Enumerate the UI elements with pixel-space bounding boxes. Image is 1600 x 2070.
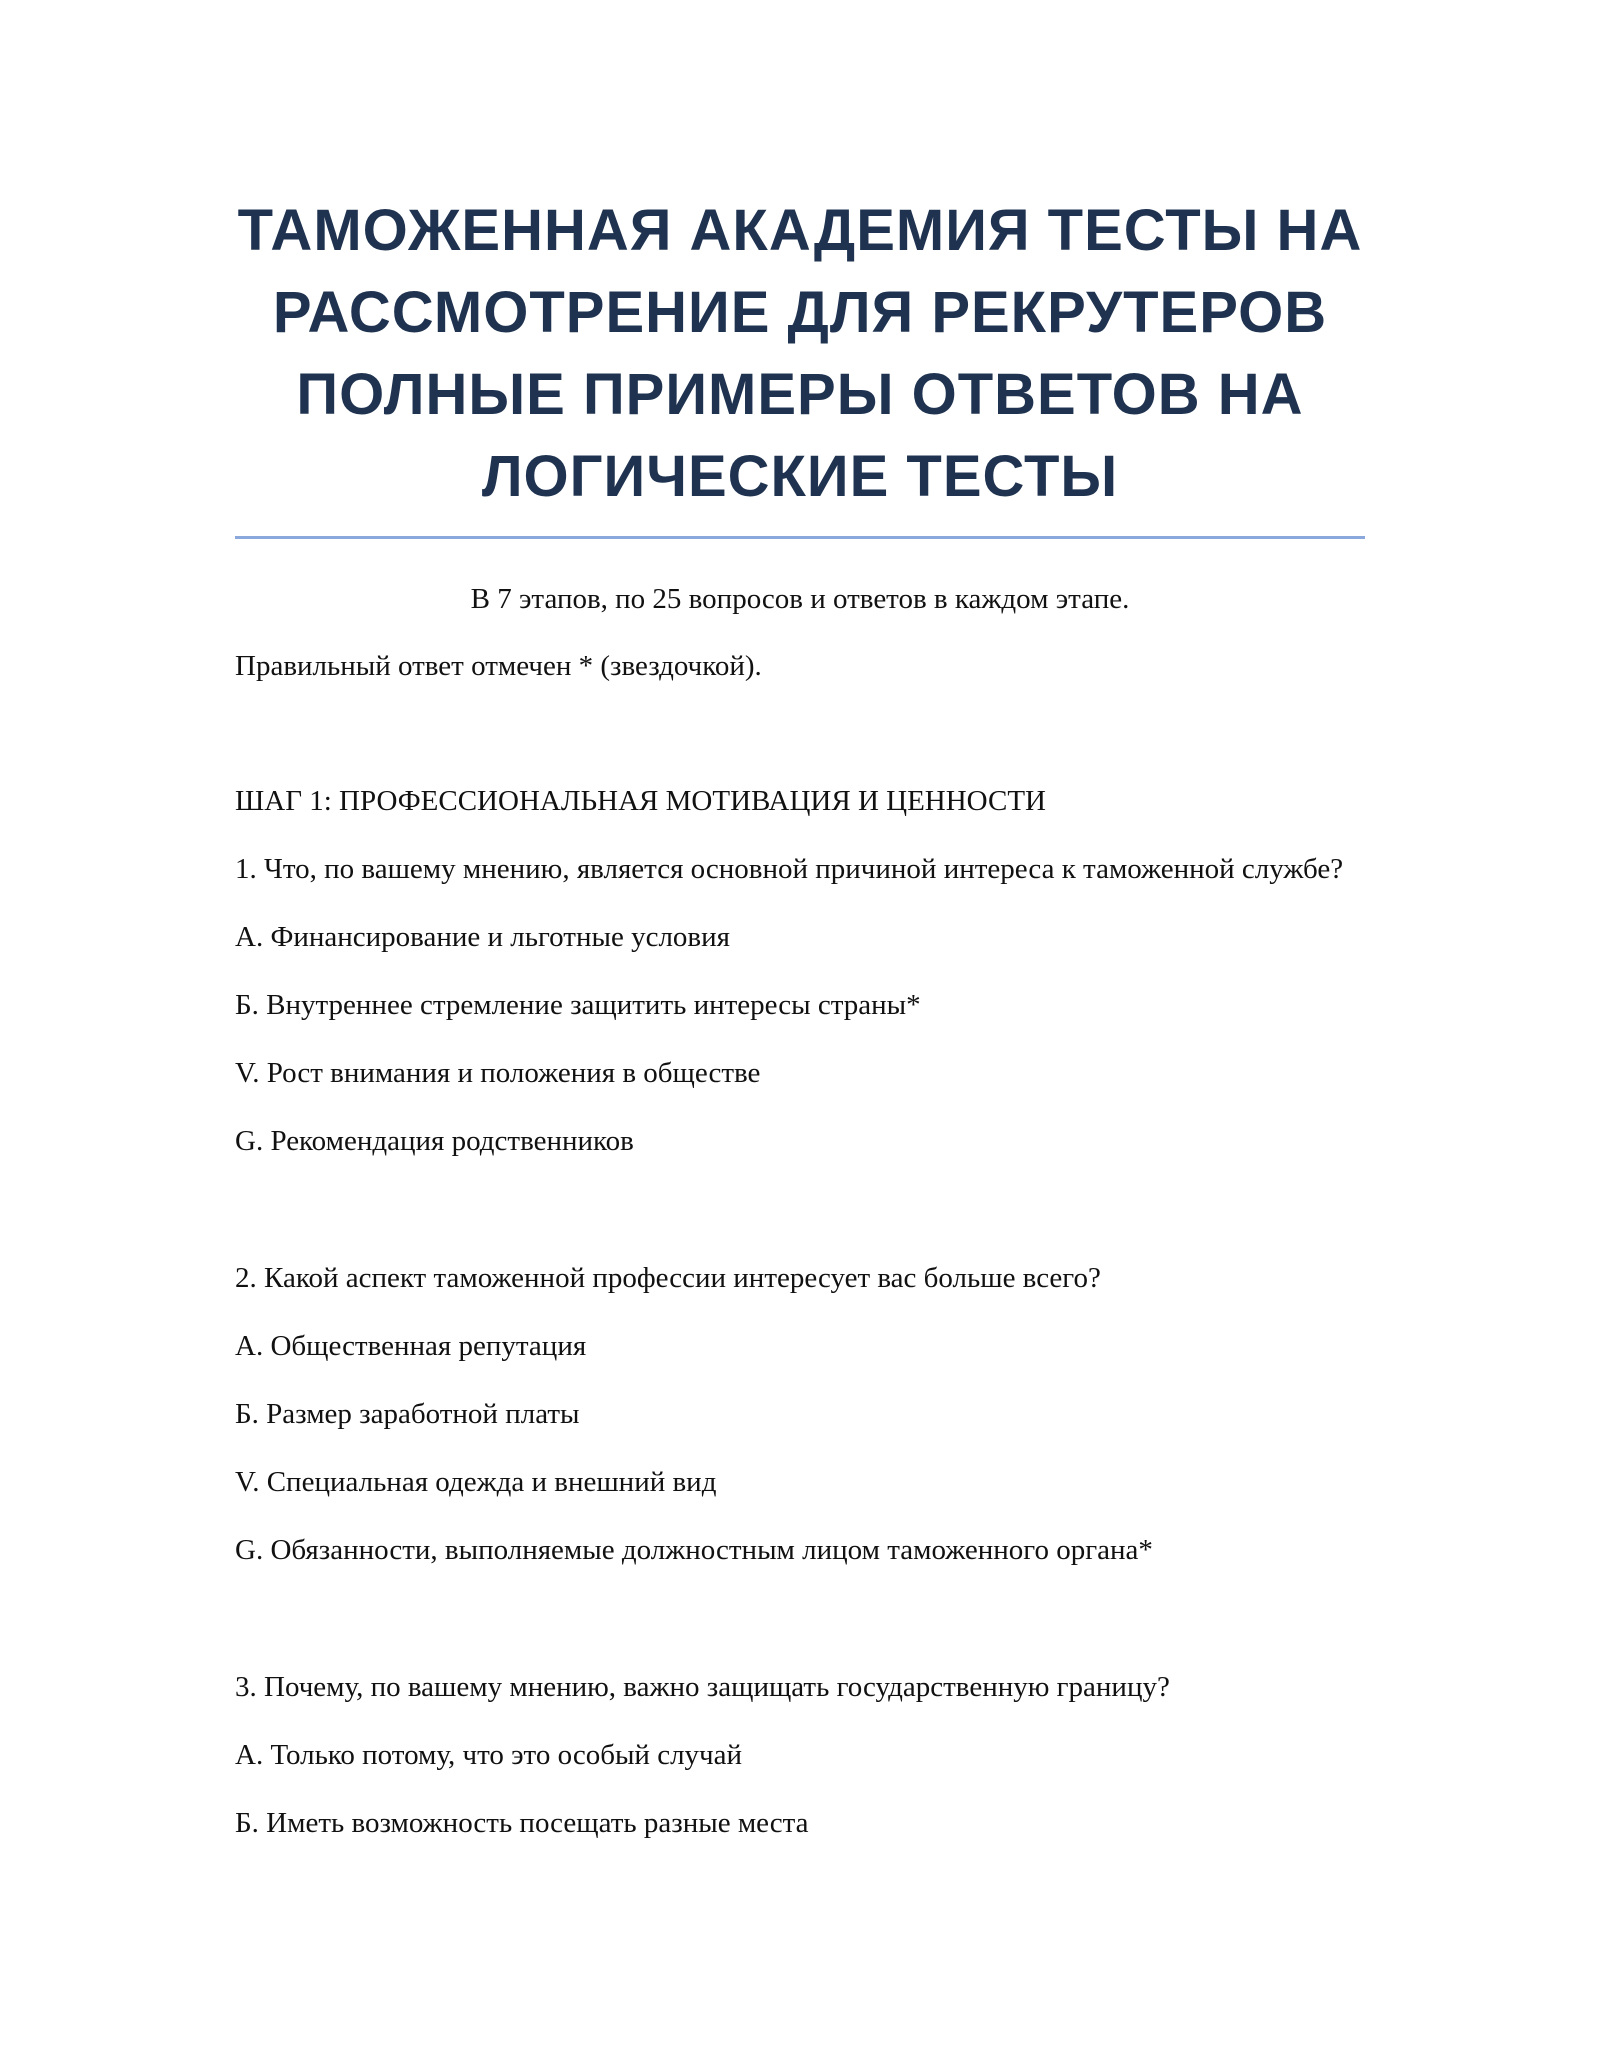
question-2-option-g: G. Обязанности, выполняемые должностным лицом таможенного органа*: [235, 1534, 1153, 1566]
question-2-option-a: А. Общественная репутация: [235, 1330, 587, 1362]
answer-note: Правильный ответ отмечен * (звездочкой).: [235, 650, 762, 682]
question-3-option-a: А. Только потому, что это особый случай: [235, 1739, 743, 1771]
question-1-option-a: А. Финансирование и льготные условия: [235, 921, 730, 953]
title-line: ПОЛНЫЕ ПРИМЕРЫ ОТВЕТОВ НА: [296, 362, 1304, 427]
question-3-option-b: Б. Иметь возможность посещать разные места: [235, 1807, 809, 1839]
question-1-option-v: V. Рост внимания и положения в обществе: [235, 1057, 761, 1089]
question-3: 3. Почему, по вашему мнению, важно защищать государственную границу?: [235, 1671, 1170, 1703]
question-1: 1. Что, по вашему мнению, является основной причиной интереса к таможенной службе?: [235, 853, 1344, 885]
intro-paragraph: В 7 этапов, по 25 вопросов и ответов в каждом этапе.: [470, 583, 1130, 615]
question-2-option-b: Б. Размер заработной платы: [235, 1398, 580, 1430]
step-heading: ШАГ 1: ПРОФЕССИОНАЛЬНАЯ МОТИВАЦИЯ И ЦЕННОСТИ: [235, 785, 1046, 817]
question-1-option-g: G. Рекомендация родственников: [235, 1125, 634, 1157]
title-line: РАССМОТРЕНИЕ ДЛЯ РЕКРУТЕРОВ: [272, 280, 1328, 345]
document-content: [235, 190, 1365, 1844]
title-line: ЛОГИЧЕСКИЕ ТЕСТЫ: [481, 444, 1119, 509]
question-1-option-b: Б. Внутреннее стремление защитить интересы страны*: [235, 989, 921, 1021]
question-2: 2. Какой аспект таможенной профессии интересует вас больше всего?: [235, 1262, 1101, 1294]
document-title: [235, 190, 1365, 539]
title-line: ТАМОЖЕННАЯ АКАДЕМИЯ ТЕСТЫ НА: [237, 198, 1363, 263]
question-2-option-v: V. Специальная одежда и внешний вид: [235, 1466, 717, 1498]
